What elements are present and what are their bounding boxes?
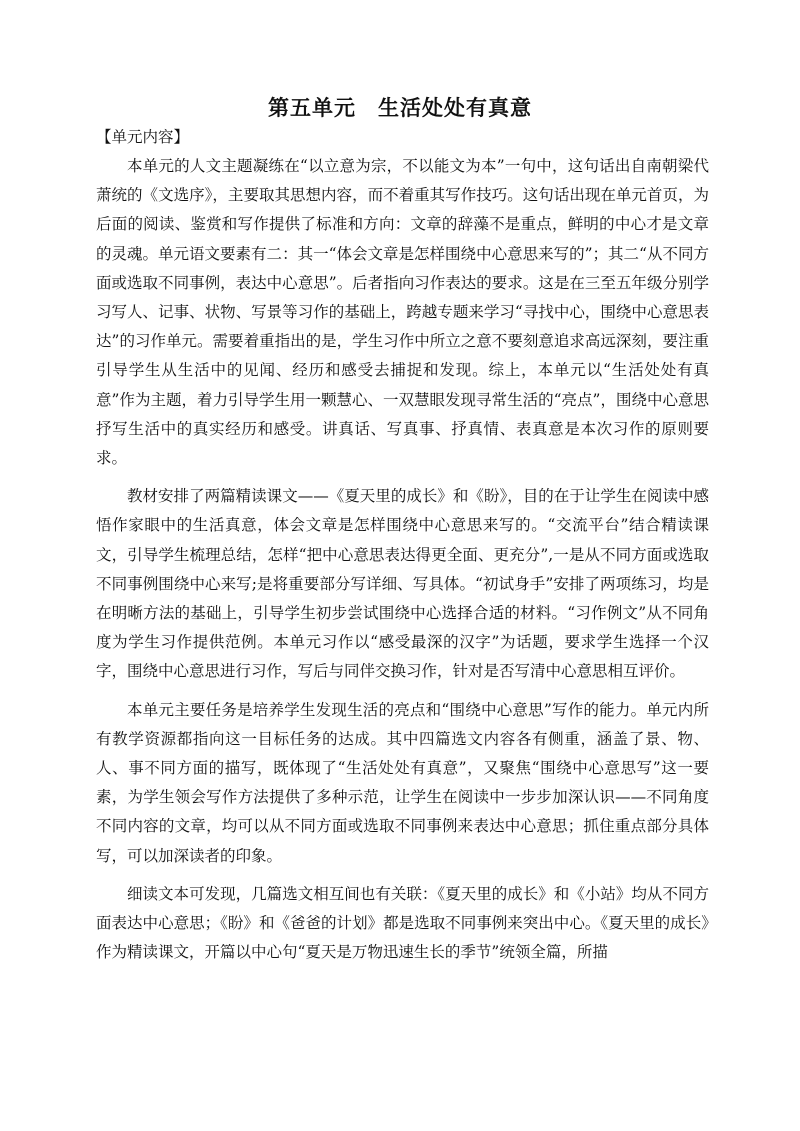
page-title: 第五单元 生活处处有真意 <box>268 96 532 120</box>
paragraph-4: 细读文本可发现，几篇选文相互间也有关联：《夏天里的成长》和《小站》均从不同方面表达中心意思；《盼》和《爸爸的计划》都是选取不同事例来突出中心。《夏天里的成长》作为精读课文，开篇以中心句“夏天是万物迅速生长的季节”统领全篇，所描 <box>96 884 709 962</box>
section-label: 【单元内容】 <box>96 128 190 146</box>
paragraph-2: 教材安排了两篇精读课文——《夏天里的成长》和《盼》，目的在于让学生在阅读中感悟作家眼中的生活真意，体会文章是怎样围绕中心意思来写的。“交流平台”结合精读课文，引导学生梳理总结，怎样“把中心意思表达得更全面、更充分”,一是从不同方面或选取不同事例围绕中心来写;是将重要部分写详细、写具体。“初试身手”安排了两项练习，均是在明晰方法的基础上，引导学生初步尝试围绕中心选择合适的材料。“习作例文”从不同角度为学生习作提供范例。本单元习作以“感受最深的汉字”为话题，要求学生选择一个汉字，围绕中心意思进行习作，写后与同伴交换习作，针对是否写清中心意思相互评价。 <box>96 487 709 681</box>
paragraph-3: 本单元主要任务是培养学生发现生活的亮点和“围绕中心意思”写作的能力。单元内所有教学资源都指向这一目标任务的达成。其中四篇选文内容各有侧重，涵盖了景、物、人、事不同方面的描写，既体现了“生活处处有真意”，又聚焦“围绕中心意思写”这一要素，为学生领会写作方法提供了多种示范，让学生在阅读中一步步加深认识——不同角度不同内容的文章，均可以从不同方面或选取不同事例来表达中心意思；抓住重点部分具体写，可以加深读者的印象。 <box>96 700 709 865</box>
document-body <box>96 152 709 976</box>
paragraph-1: 本单元的人文主题凝练在“以立意为宗，不以能文为本”一句中，这句话出自南朝梁代萧统的《文选序》，主要取其思想内容，而不着重其写作技巧。这句话出现在单元首页，为后面的阅读、鉴赏和写作提供了标准和方向：文章的辞藻不是重点，鲜明的中心才是文章的灵魂。单元语文要素有二：其一“体会文章是怎样围绕中心意思来写的”；其二“从不同方面或选取不同事例，表达中心意思”。后者指向习作表达的要求。这是在三至五年级分别学习写人、记事、状物、写景等习作的基础上，跨越专题来学习“寻找中心，围绕中心意思表达”的习作单元。需要着重指出的是，学生习作中所立之意不要刻意追求高远深刻，要注重引导学生从生活中的见闻、经历和感受去捕捉和发现。综上，本单元以“生活处处有真意”作为主题，着力引导学生用一颗慧心、一双慧眼发现寻常生活的“亮点”，围绕中心意思抒写生活中的真实经历和感受。讲真话、写真事、抒真情、表真意是本次习作的原则要求。 <box>96 157 709 468</box>
